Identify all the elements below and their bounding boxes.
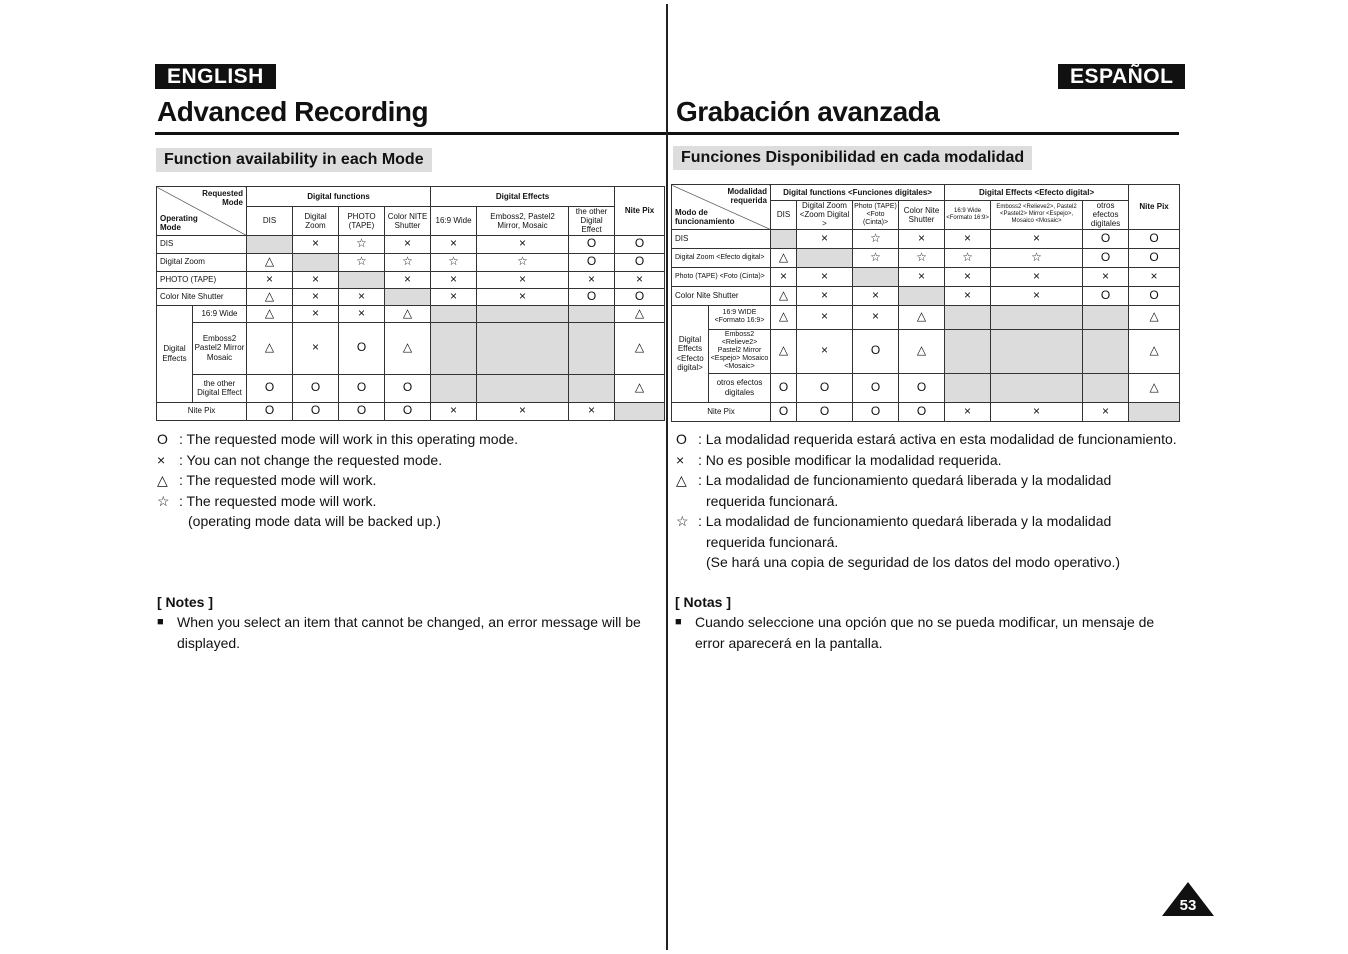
col-header-color-nite: Color NITE Shutter [385,207,431,236]
legend-text: : The requested mode will work in this operating mode. [179,431,519,447]
matrix-cell [945,329,991,373]
matrix-cell: × [293,235,339,253]
page-number: 53 [1179,897,1197,914]
section-heading: Funciones Disponibilidad en cada modalidad [673,146,1032,170]
matrix-cell: O [615,235,665,253]
matrix-cell: × [853,286,899,305]
matrix-cell: × [477,271,569,288]
legend-text: : You can not change the requested mode. [179,451,443,468]
legend-item [157,491,657,512]
row-label-dis: DIS [157,235,247,253]
matrix-cell: O [771,402,797,421]
matrix-cell: × [945,402,991,421]
col-header-digital-zoom: Digital Zoom <Zoom Digital > [797,201,853,230]
matrix-cell: × [293,305,339,322]
matrix-cell: × [293,322,339,374]
corner-requested-label: Requested Mode [202,189,243,208]
col-header-dis: DIS [771,201,797,230]
page-number-badge [1162,882,1214,916]
matrix-cell: × [293,271,339,288]
matrix-cell: △ [247,322,293,374]
matrix-cell: × [899,229,945,248]
legend-text: : The requested mode will work. [179,492,377,509]
legend-item [157,450,657,471]
matrix-cell: × [771,267,797,286]
matrix-cell: △ [615,305,665,322]
note-text: Cuando seleccione una opción que no se pueda modificar, un mensaje de error aparecerá en la pantalla. [695,614,1155,651]
header-digital-effects: Digital Effects <Efecto digital> [945,185,1129,201]
matrix-cell: × [797,229,853,248]
matrix-cell [385,288,431,305]
symbol-legend [157,429,657,532]
english-column [0,0,666,954]
matrix-cell: O [797,373,853,402]
matrix-cell: O [797,402,853,421]
matrix-cell: ☆ [945,248,991,267]
corner-operating-label: Operating Mode [160,214,198,233]
section-heading: Function availability in each Mode [156,148,432,172]
header-digital-effects: Digital Effects [431,187,615,207]
col-header-other-effect: the other Digital Effect [569,207,615,236]
legend-text: : The requested mode will work. [179,472,377,488]
col-header-16-9-wide: 16:9 Wide [431,207,477,236]
matrix-cell: △ [1129,329,1180,373]
row-label-16-9-wide: 16:9 WIDE <Formato 16:9> [709,305,771,329]
matrix-cell: × [431,271,477,288]
matrix-cell: × [385,235,431,253]
legend-item [676,450,1196,471]
matrix-cell: O [1129,229,1180,248]
legend-item [676,429,1196,450]
matrix-cell: ☆ [899,248,945,267]
row-group-digital-effects: Digital Effects <Efecto digital> [672,305,709,402]
legend-symbol-icon [157,511,179,532]
matrix-cell: × [991,229,1083,248]
row-label-nite-pix: Nite Pix [157,402,247,420]
matrix-cell [431,374,477,402]
matrix-cell: × [945,229,991,248]
legend-item [676,511,1196,532]
matrix-cell [339,271,385,288]
matrix-cell: △ [771,329,797,373]
table-corner [157,187,247,236]
matrix-cell: ☆ [339,253,385,271]
matrix-cell: × [477,402,569,420]
matrix-cell: △ [615,322,665,374]
matrix-cell [853,267,899,286]
row-label-color-nite: Color Nite Shutter [672,286,771,305]
legend-text: requerida funcionará. [706,533,839,550]
matrix-cell: × [945,267,991,286]
matrix-cell [431,305,477,322]
matrix-cell: ☆ [431,253,477,271]
matrix-cell: ☆ [385,253,431,271]
matrix-cell: × [991,286,1083,305]
legend-symbol-icon: × [157,451,166,468]
matrix-cell: × [797,267,853,286]
row-label-digital-zoom: Digital Zoom [157,253,247,271]
bullet-square-icon: ■ [675,616,682,628]
matrix-cell: △ [771,305,797,329]
matrix-cell: △ [1129,305,1180,329]
matrix-cell: × [569,271,615,288]
matrix-cell: O [339,374,385,402]
legend-symbol-icon: × [676,451,685,468]
legend-item [676,532,1196,553]
matrix-cell: O [1083,248,1129,267]
col-header-dis: DIS [247,207,293,236]
matrix-cell [477,305,569,322]
legend-item [676,470,1196,491]
matrix-cell: O [853,329,899,373]
row-label-photo: PHOTO (TAPE) [157,271,247,288]
matrix-cell: O [247,402,293,420]
header-nite-pix: Nite Pix [615,187,665,236]
matrix-cell [991,329,1083,373]
matrix-cell: O [615,253,665,271]
row-label-16-9-wide: 16:9 Wide [193,305,247,322]
matrix-cell: △ [899,329,945,373]
bullet-square-icon: ■ [157,616,164,628]
matrix-cell [945,373,991,402]
matrix-cell: △ [899,305,945,329]
matrix-cell: × [797,305,853,329]
matrix-cell: × [293,288,339,305]
matrix-cell [991,305,1083,329]
symbol-legend [676,429,1196,573]
page-title: Advanced Recording [157,96,429,127]
col-header-other-effect: otros efectos digitales [1083,201,1129,230]
matrix-cell [797,248,853,267]
matrix-cell [569,322,615,374]
matrix-cell: × [797,329,853,373]
matrix-cell: × [431,235,477,253]
matrix-cell: × [853,305,899,329]
matrix-cell: O [1083,286,1129,305]
matrix-cell: △ [771,248,797,267]
language-label: ESPAÑOL [1058,64,1185,89]
row-label-nite-pix: Nite Pix [672,402,771,421]
matrix-cell: △ [247,288,293,305]
legend-symbol-icon: O [676,431,687,447]
matrix-cell: × [477,288,569,305]
matrix-cell [615,402,665,420]
legend-text: : La modalidad de funcionamiento quedará liberada y la modalidad [698,472,1112,488]
legend-item [157,429,657,450]
matrix-cell [569,305,615,322]
col-header-16-9-wide: 16:9 Wide <Formato 16:9> [945,201,991,230]
matrix-cell: × [477,235,569,253]
legend-symbol-icon [676,552,698,573]
matrix-cell [899,286,945,305]
matrix-cell: × [247,271,293,288]
matrix-cell: × [945,286,991,305]
col-header-photo: PHOTO (TAPE) [339,207,385,236]
matrix-cell: × [991,402,1083,421]
matrix-cell: ☆ [991,248,1083,267]
matrix-cell: △ [247,305,293,322]
matrix-cell [1129,402,1180,421]
matrix-cell: O [899,373,945,402]
matrix-cell: O [293,402,339,420]
matrix-cell [1083,373,1129,402]
matrix-cell: O [853,402,899,421]
header-digital-functions: Digital functions <Funciones digitales> [771,185,945,201]
matrix-cell: O [853,373,899,402]
matrix-cell [477,322,569,374]
note-item [157,612,652,654]
legend-text: : La modalidad requerida estará activa en esta modalidad de funcionamiento. [698,431,1177,447]
matrix-cell: × [385,271,431,288]
row-label-other-effect: otros efectos digitales [709,373,771,402]
col-header-emboss: Emboss2, Pastel2 Mirror, Mosaic [477,207,569,236]
espanol-column [668,0,1348,954]
col-header-digital-zoom: Digital Zoom [293,207,339,236]
legend-text: (Se hará una copia de seguridad de los datos del modo operativo.) [706,554,1121,570]
note-item [675,612,1175,654]
matrix-cell: O [569,253,615,271]
matrix-cell: ☆ [477,253,569,271]
matrix-cell: × [1083,267,1129,286]
mode-availability-table [671,184,1180,422]
title-rule [155,132,666,135]
matrix-cell: O [615,288,665,305]
matrix-cell [293,253,339,271]
legend-item [157,511,657,532]
matrix-cell: O [1129,286,1180,305]
matrix-cell [991,373,1083,402]
matrix-cell: × [991,267,1083,286]
matrix-cell [771,229,797,248]
row-label-emboss: Emboss2 <Relieve2> Pastel2 Mirror <Espejo> Mosaico <Mosaic> [709,329,771,373]
col-header-photo: Photo (TAPE) <Foto (Cinta)> [853,201,899,230]
legend-item [676,552,1196,573]
col-header-color-nite: Color Nite Shutter [899,201,945,230]
page-title: Grabación avanzada [676,96,940,127]
matrix-cell: O [247,374,293,402]
matrix-cell: O [385,374,431,402]
legend-item [157,470,657,491]
note-text: When you select an item that cannot be changed, an error message will be displayed. [177,614,641,651]
language-label: ENGLISH [155,64,276,89]
row-group-digital-effects: Digital Effects [157,305,193,402]
matrix-cell: △ [615,374,665,402]
legend-text: requerida funcionará. [706,492,839,509]
matrix-cell [477,374,569,402]
matrix-cell [431,322,477,374]
mode-availability-table [156,186,665,421]
legend-symbol-icon [676,491,698,512]
matrix-cell [1083,329,1129,373]
row-label-photo: Photo (TAPE) <Foto (Cinta)> [672,267,771,286]
matrix-cell: ☆ [853,248,899,267]
matrix-cell: O [569,235,615,253]
table-corner [672,185,771,230]
matrix-cell: × [569,402,615,420]
matrix-cell: × [431,288,477,305]
legend-text: : No es posible modificar la modalidad requerida. [698,451,1002,468]
row-label-dis: DIS [672,229,771,248]
matrix-cell: × [899,267,945,286]
matrix-cell: O [293,374,339,402]
corner-operating-label: Modo de funcionamiento [675,208,735,227]
matrix-cell: O [339,322,385,374]
row-label-color-nite: Color Nite Shutter [157,288,247,305]
matrix-cell: O [1083,229,1129,248]
matrix-cell [569,374,615,402]
matrix-cell: △ [1129,373,1180,402]
matrix-cell: × [797,286,853,305]
row-label-other-effect: the other Digital Effect [193,374,247,402]
matrix-cell: O [1129,248,1180,267]
matrix-cell: × [339,305,385,322]
row-label-emboss: Emboss2 Pastel2 Mirror Mosaic [193,322,247,374]
corner-requested-label: Modalidad requerida [727,187,767,206]
matrix-cell: ☆ [339,235,385,253]
matrix-cell: × [615,271,665,288]
legend-symbol-icon: △ [676,472,687,488]
matrix-cell: ☆ [853,229,899,248]
legend-item [676,491,1196,512]
matrix-cell: O [339,402,385,420]
col-header-emboss: Emboss2 <Relieve2>, Pastel2 <Pastel2> Mirror <Espejo>, Mosaico <Mosaic> [991,201,1083,230]
matrix-cell: × [1083,402,1129,421]
header-digital-functions: Digital functions [247,187,431,207]
matrix-cell [247,235,293,253]
matrix-cell: △ [385,305,431,322]
matrix-cell [945,305,991,329]
legend-symbol-icon: O [157,431,168,447]
matrix-cell: △ [247,253,293,271]
matrix-cell [1083,305,1129,329]
row-label-digital-zoom: Digital Zoom <Efecto digital> [672,248,771,267]
header-nite-pix: Nite Pix [1129,185,1180,230]
legend-symbol-icon: ☆ [157,492,170,509]
matrix-cell: × [431,402,477,420]
notes-title: [ Notas ] [675,594,731,610]
matrix-cell: O [899,402,945,421]
matrix-cell: O [771,373,797,402]
legend-text: : La modalidad de funcionamiento quedará liberada y la modalidad [698,513,1112,529]
matrix-cell: O [569,288,615,305]
matrix-cell: △ [771,286,797,305]
matrix-cell: O [385,402,431,420]
legend-text: (operating mode data will be backed up.) [188,513,441,529]
legend-symbol-icon [676,532,698,553]
title-rule [668,132,1179,135]
legend-symbol-icon: △ [157,472,168,488]
matrix-cell: × [339,288,385,305]
notes-title: [ Notes ] [157,594,213,610]
legend-symbol-icon: ☆ [676,513,689,529]
matrix-cell: × [1129,267,1180,286]
matrix-cell: △ [385,322,431,374]
